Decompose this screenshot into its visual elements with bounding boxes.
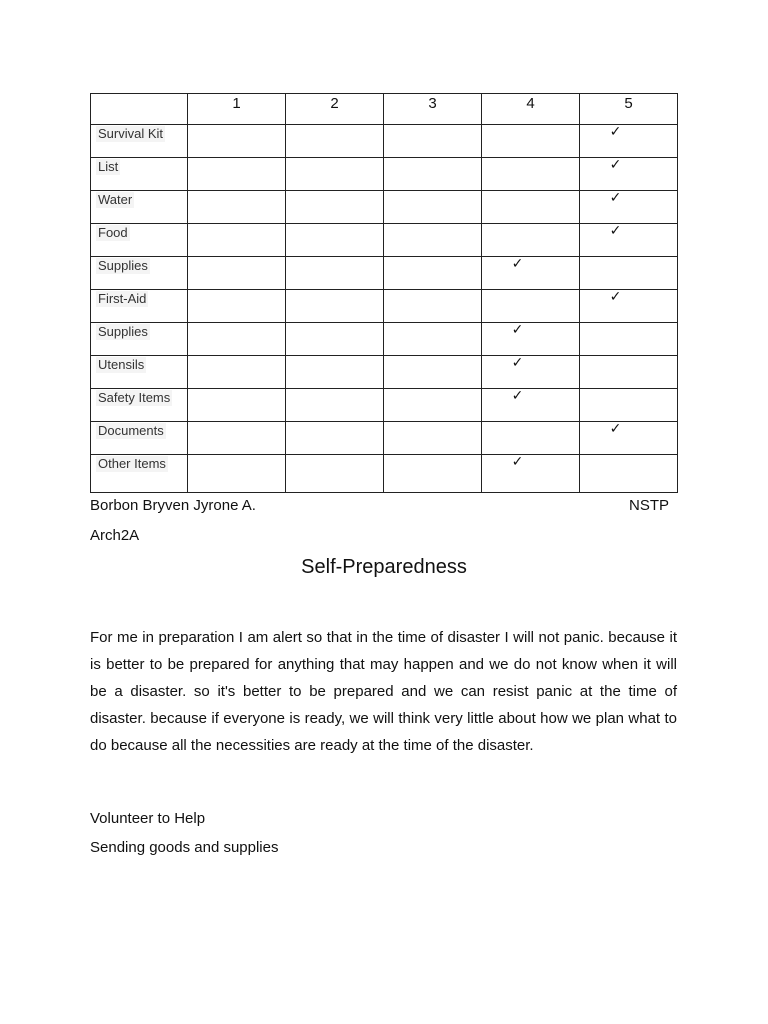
- score-cell-3: [384, 125, 482, 158]
- score-cell-5: [580, 125, 678, 158]
- checkmark-icon: ✓: [609, 289, 622, 305]
- score-cell-1: [188, 158, 286, 191]
- row-label: Documents: [98, 423, 164, 438]
- table-header-row: [91, 94, 678, 125]
- row-label-cell: [91, 224, 188, 257]
- table-row: [91, 125, 678, 158]
- row-label-cell: [91, 356, 188, 389]
- score-cell-5: [580, 158, 678, 191]
- score-cell-3: [384, 158, 482, 191]
- header-cell-2: 2: [286, 94, 384, 125]
- header-cell-empty: [91, 94, 188, 125]
- note-volunteer: Volunteer to Help: [90, 810, 206, 827]
- score-cell-5: [580, 257, 678, 290]
- score-cell-5: [580, 356, 678, 389]
- score-cell-2: [286, 257, 384, 290]
- score-cell-1: [188, 389, 286, 422]
- score-cell-2: [286, 455, 384, 493]
- table-row: [91, 191, 678, 224]
- table-body: [91, 125, 678, 493]
- section-name: Arch2A: [90, 527, 140, 544]
- table-row: [91, 257, 678, 290]
- score-cell-4: [482, 323, 580, 356]
- row-label: List: [98, 159, 119, 174]
- score-cell-2: [286, 191, 384, 224]
- score-cell-5: [580, 191, 678, 224]
- score-cell-3: [384, 191, 482, 224]
- score-cell-2: [286, 158, 384, 191]
- score-cell-2: [286, 356, 384, 389]
- score-cell-4: [482, 455, 580, 493]
- score-cell-1: [188, 224, 286, 257]
- table-row: [91, 224, 678, 257]
- score-cell-2: [286, 224, 384, 257]
- score-cell-4: [482, 389, 580, 422]
- score-cell-3: [384, 422, 482, 455]
- checkmark-icon: ✓: [511, 355, 524, 371]
- score-cell-2: [286, 323, 384, 356]
- header-cell-1: 1: [188, 94, 286, 125]
- essay-paragraph: For me in preparation I am alert so that in the time of disaster I will not panic. because it is better to be prepared for anything that may happen and we do not know when it will be a disaster. so it's better to be prepared and we can resist panic at the time of disaster. because if everyone is ready, we will think very little about how we plan what to do because all the necessities are ready at the time of the disaster.: [90, 629, 677, 754]
- score-cell-5: [580, 224, 678, 257]
- page-title: Self-Preparedness: [301, 556, 467, 578]
- score-cell-5: [580, 455, 678, 493]
- score-cell-1: [188, 323, 286, 356]
- score-cell-1: [188, 356, 286, 389]
- row-label-cell: [91, 455, 188, 493]
- header-cell-3: 3: [384, 94, 482, 125]
- checkmark-icon: ✓: [511, 322, 524, 338]
- score-cell-1: [188, 125, 286, 158]
- score-cell-5: [580, 422, 678, 455]
- row-label: Utensils: [98, 357, 145, 372]
- score-cell-3: [384, 224, 482, 257]
- row-label: Supplies: [98, 258, 148, 273]
- row-label: Food: [98, 225, 128, 240]
- row-label: Survival Kit: [98, 126, 164, 141]
- header-cell-5: 5: [580, 94, 678, 125]
- row-label-cell: [91, 290, 188, 323]
- row-label-cell: [91, 191, 188, 224]
- score-cell-1: [188, 455, 286, 493]
- checkmark-icon: ✓: [609, 157, 622, 173]
- checkmark-icon: ✓: [609, 190, 622, 206]
- table-row: [91, 290, 678, 323]
- checkmark-icon: ✓: [609, 124, 622, 140]
- table-row: [91, 356, 678, 389]
- score-cell-2: [286, 125, 384, 158]
- row-label-cell: [91, 257, 188, 290]
- score-cell-2: [286, 422, 384, 455]
- header-cell-4: 4: [482, 94, 580, 125]
- row-label-cell: [91, 422, 188, 455]
- author-name: Borbon Bryven Jyrone A.: [90, 497, 256, 514]
- score-cell-1: [188, 191, 286, 224]
- score-cell-5: [580, 323, 678, 356]
- checkmark-icon: ✓: [609, 223, 622, 239]
- score-cell-3: [384, 290, 482, 323]
- row-label: Supplies: [98, 324, 148, 339]
- score-cell-4: [482, 257, 580, 290]
- table-row: [91, 389, 678, 422]
- row-label: Water: [98, 192, 133, 207]
- checkmark-icon: ✓: [511, 256, 524, 272]
- row-label: Other Items: [98, 456, 166, 471]
- table-row: [91, 455, 678, 493]
- score-cell-2: [286, 389, 384, 422]
- score-cell-4: [482, 356, 580, 389]
- preparedness-checklist-table: [90, 93, 678, 493]
- score-cell-2: [286, 290, 384, 323]
- note-sending-goods: Sending goods and supplies: [90, 839, 279, 856]
- checkmark-icon: ✓: [609, 421, 622, 437]
- score-cell-5: [580, 290, 678, 323]
- row-label-cell: [91, 125, 188, 158]
- score-cell-1: [188, 290, 286, 323]
- score-cell-1: [188, 422, 286, 455]
- row-label: Safety Items: [98, 390, 171, 405]
- score-cell-5: [580, 389, 678, 422]
- course-name: NSTP: [629, 497, 670, 514]
- table-row: [91, 158, 678, 191]
- row-label-cell: [91, 158, 188, 191]
- row-label-cell: [91, 389, 188, 422]
- table-row: [91, 422, 678, 455]
- row-label: First-Aid: [98, 291, 147, 306]
- row-label-cell: [91, 323, 188, 356]
- score-cell-1: [188, 257, 286, 290]
- checkmark-icon: ✓: [511, 388, 524, 404]
- table-row: [91, 323, 678, 356]
- checkmark-icon: ✓: [511, 454, 524, 470]
